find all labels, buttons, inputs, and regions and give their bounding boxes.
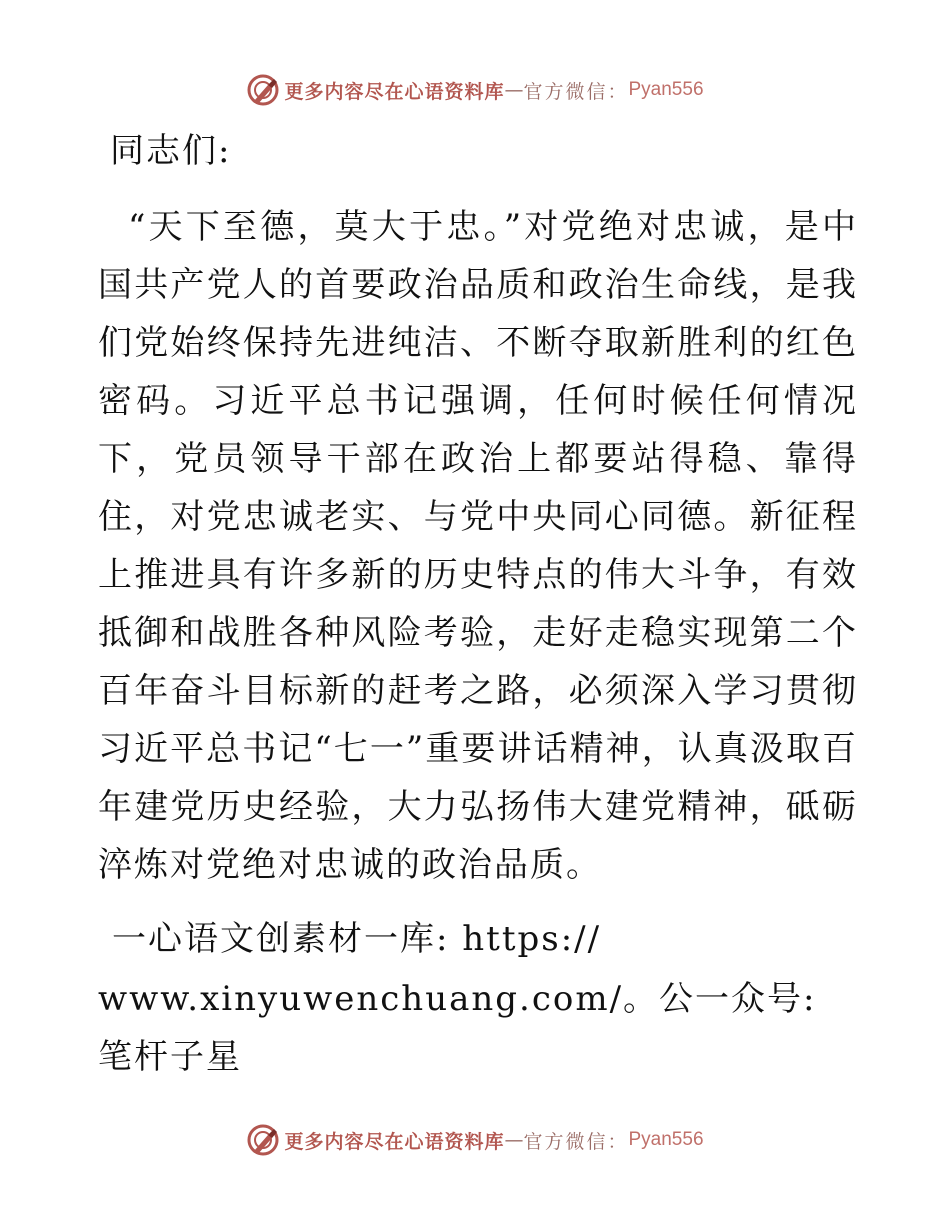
pen-logo-icon — [246, 1123, 280, 1157]
promo-line-1: 一心语文创素材一库: https:// — [112, 919, 602, 959]
banner-official-label: 官方微信： — [523, 1130, 629, 1153]
pen-logo-icon — [246, 73, 280, 107]
footer-banner — [0, 1120, 950, 1160]
promo-line-2: www.xinyuwenchuang.com/。公一众号: 笔杆子星 — [98, 979, 817, 1077]
banner-title: 更多内容尽在心语资料库 — [284, 80, 505, 103]
banner-official-label: 官方微信： — [523, 80, 629, 103]
banner-wechat-id: Pyan556 — [628, 79, 704, 100]
banner-title: 更多内容尽在心语资料库 — [284, 1130, 505, 1153]
salutation: 同志们: — [110, 131, 232, 171]
promo-block — [98, 910, 858, 1086]
header-banner — [0, 70, 950, 110]
document-body — [98, 122, 858, 1086]
banner-separator: — — [504, 1129, 524, 1151]
banner-separator: — — [504, 79, 524, 101]
banner-wechat-id: Pyan556 — [628, 1129, 704, 1150]
main-paragraph: “天下至德，莫大于忠。”对党绝对忠诚，是中国共产党人的首要政治品质和政治生命线，是我们党始终保持先进纯洁、不断夺取新胜利的红色密码。习近平总书记强调，任何时候任何情况下，党员领导干部在政治上都要站得稳、靠得住，对党忠诚老实、与党中央同心同德。新征程上推进具有许多新的历史特点的伟大斗争，有效抵御和战胜各种风险考验，走好走稳实现第二个百年奋斗目标新的赶考之路，必须深入学习贯彻习近平总书记“七一”重要讲话精神，认真汲取百年建党历史经验，大力弘扬伟大建党精神，砥砺淬炼对党绝对忠诚的政治品质。 — [98, 207, 858, 885]
